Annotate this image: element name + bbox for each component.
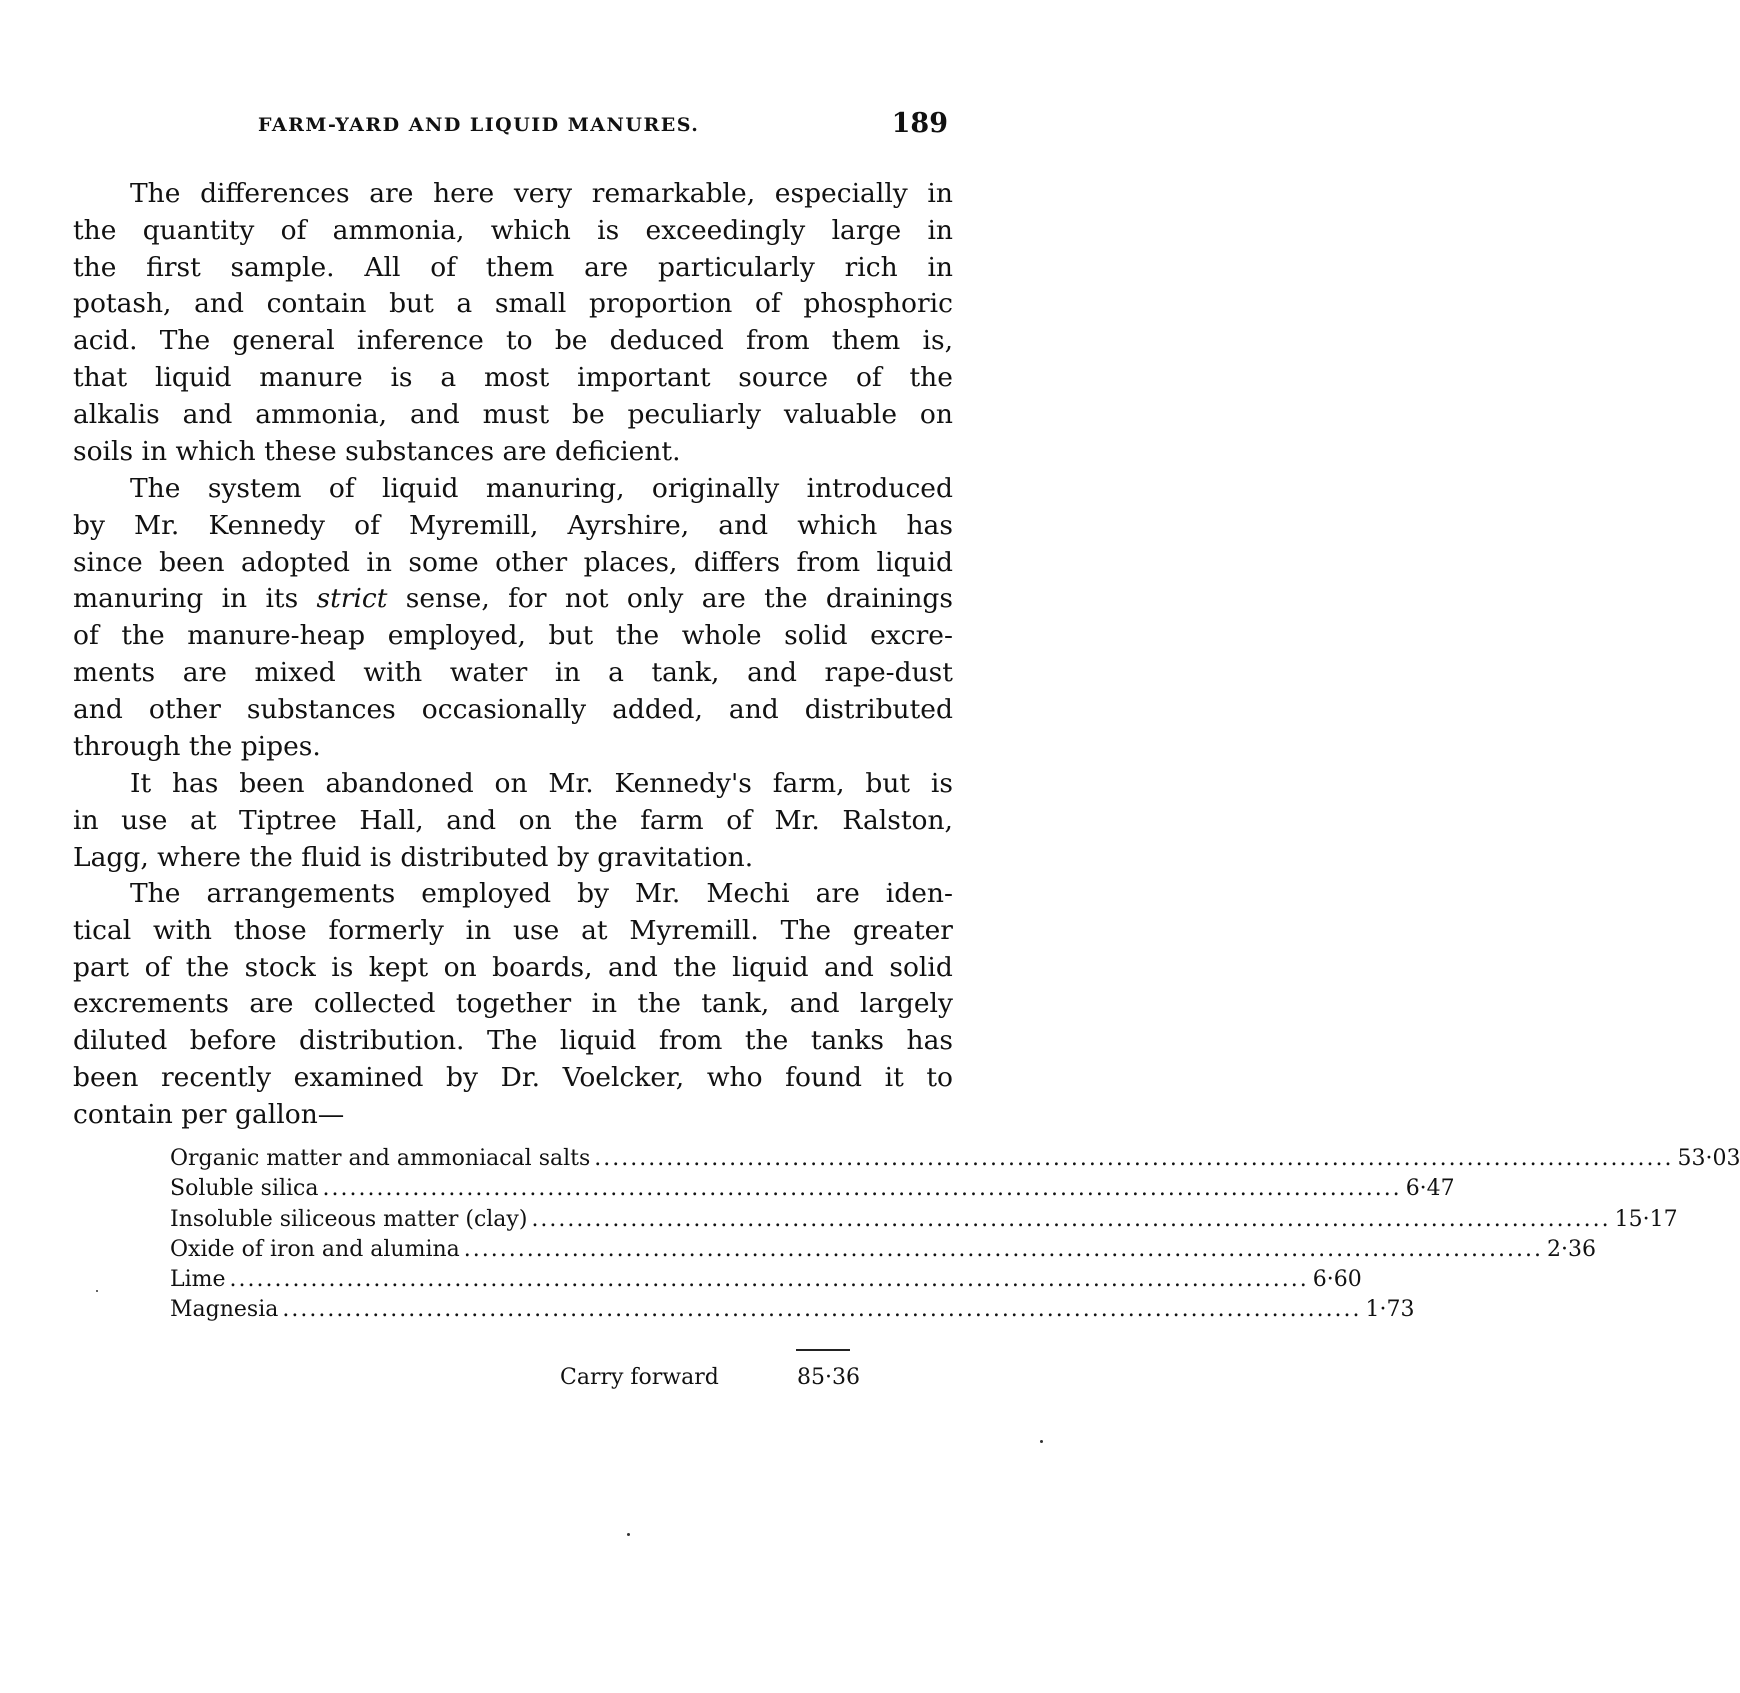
paragraph-3 (73, 766, 953, 876)
text-line: through the pipes. (73, 730, 321, 762)
text-line: manuring in its strict sense, for not only are the drainings (73, 583, 953, 615)
carry-forward-value: 85·36 (797, 1365, 860, 1390)
text-line: excrements are collected together in the tank, and largely (73, 988, 953, 1020)
text-line: soils in which these substances are deficient. (73, 435, 681, 467)
text-line: diluted before distribution. The liquid from the tanks has (73, 1025, 953, 1057)
text-line: been recently examined by Dr. Voelcker, who found it to (73, 1061, 953, 1093)
text-line: in use at Tiptree Hall, and on the farm of Mr. Ralston, (73, 804, 953, 836)
text-line: the first sample. All of them are particularly rich in (73, 251, 953, 283)
sum-rule (796, 1349, 850, 1351)
dot-leader: ........................................................................................................................ (594, 1146, 1674, 1171)
row-value: 53·03 (1677, 1146, 1740, 1171)
carry-forward-label: Carry forward (560, 1365, 719, 1390)
page-number: 189 (891, 108, 948, 139)
text-line: tical with those formerly in use at Myremill. The greater (73, 914, 953, 946)
text-line: that liquid manure is a most important source of the (73, 361, 953, 393)
text-line: since been adopted in some other places, differs from liquid (73, 546, 953, 578)
text-line: contain per gallon— (73, 1098, 345, 1130)
paragraph-1 (73, 176, 953, 470)
table-row (170, 1146, 1740, 1176)
table-row (170, 1297, 1415, 1327)
text-line: and other substances occasionally added, and distributed (73, 693, 953, 725)
table-row (170, 1206, 1678, 1237)
row-label: Magnesia (170, 1297, 279, 1323)
row-value: 15·17 (1614, 1206, 1678, 1232)
table-row (170, 1176, 1455, 1206)
text-line: part of the stock is kept on boards, and the liquid and solid (73, 951, 953, 983)
text-line: acid. The general inference to be deduced from them is, (73, 325, 953, 357)
table-row (170, 1236, 1596, 1267)
row-label: Oxide of iron and alumina (170, 1236, 460, 1262)
text-line: potash, and contain but a small proportion of phosphoric (73, 288, 953, 320)
text-line: It has been abandoned on Mr. Kennedy's farm, but is (130, 768, 953, 799)
text-line: of the manure-heap employed, but the whole solid excre- (73, 620, 953, 652)
analysis-table (170, 1146, 1740, 1328)
text-line: The differences are here very remarkable, especially in (130, 178, 953, 209)
text-line: The arrangements employed by Mr. Mechi are iden- (130, 878, 953, 909)
dot-leader: ........................................................................................................................ (282, 1297, 1362, 1323)
dot-leader: ........................................................................................................................ (322, 1176, 1402, 1202)
row-value: 1·73 (1365, 1297, 1415, 1323)
page-header (258, 108, 948, 148)
row-label: Soluble silica (170, 1176, 319, 1202)
text-line: ments are mixed with water in a tank, and rape-dust (73, 656, 953, 688)
text-line: Lagg, where the fluid is distributed by gravitation. (73, 841, 754, 873)
row-value: 6·47 (1405, 1176, 1455, 1202)
text-line: the quantity of ammonia, which is exceedingly large in (73, 214, 953, 246)
table-row (170, 1267, 1362, 1297)
row-label: Organic matter and ammoniacal salts (170, 1146, 591, 1171)
paragraph-2 (73, 471, 953, 765)
dot-leader: ........................................................................................................................ (229, 1267, 1309, 1293)
running-title: FARM-YARD AND LIQUID MANURES. (258, 114, 700, 136)
dot-leader: ........................................................................................................................ (531, 1206, 1611, 1232)
text-line: alkalis and ammonia, and must be peculiarly valuable on (73, 398, 953, 430)
text-line: The system of liquid manuring, originally introduced (130, 473, 953, 504)
row-label: Lime (170, 1267, 226, 1293)
dot-leader: ........................................................................................................................ (463, 1236, 1543, 1262)
carry-forward-row (560, 1365, 860, 1390)
print-speck (627, 1533, 630, 1536)
paragraph-4 (73, 876, 953, 1134)
row-value: 6·60 (1312, 1267, 1362, 1293)
print-speck (1040, 1440, 1043, 1443)
row-value: 2·36 (1546, 1236, 1596, 1262)
row-label: Insoluble siliceous matter (clay) (170, 1206, 528, 1232)
print-speck (96, 1290, 98, 1292)
text-line: by Mr. Kennedy of Myremill, Ayrshire, and which has (73, 509, 953, 541)
